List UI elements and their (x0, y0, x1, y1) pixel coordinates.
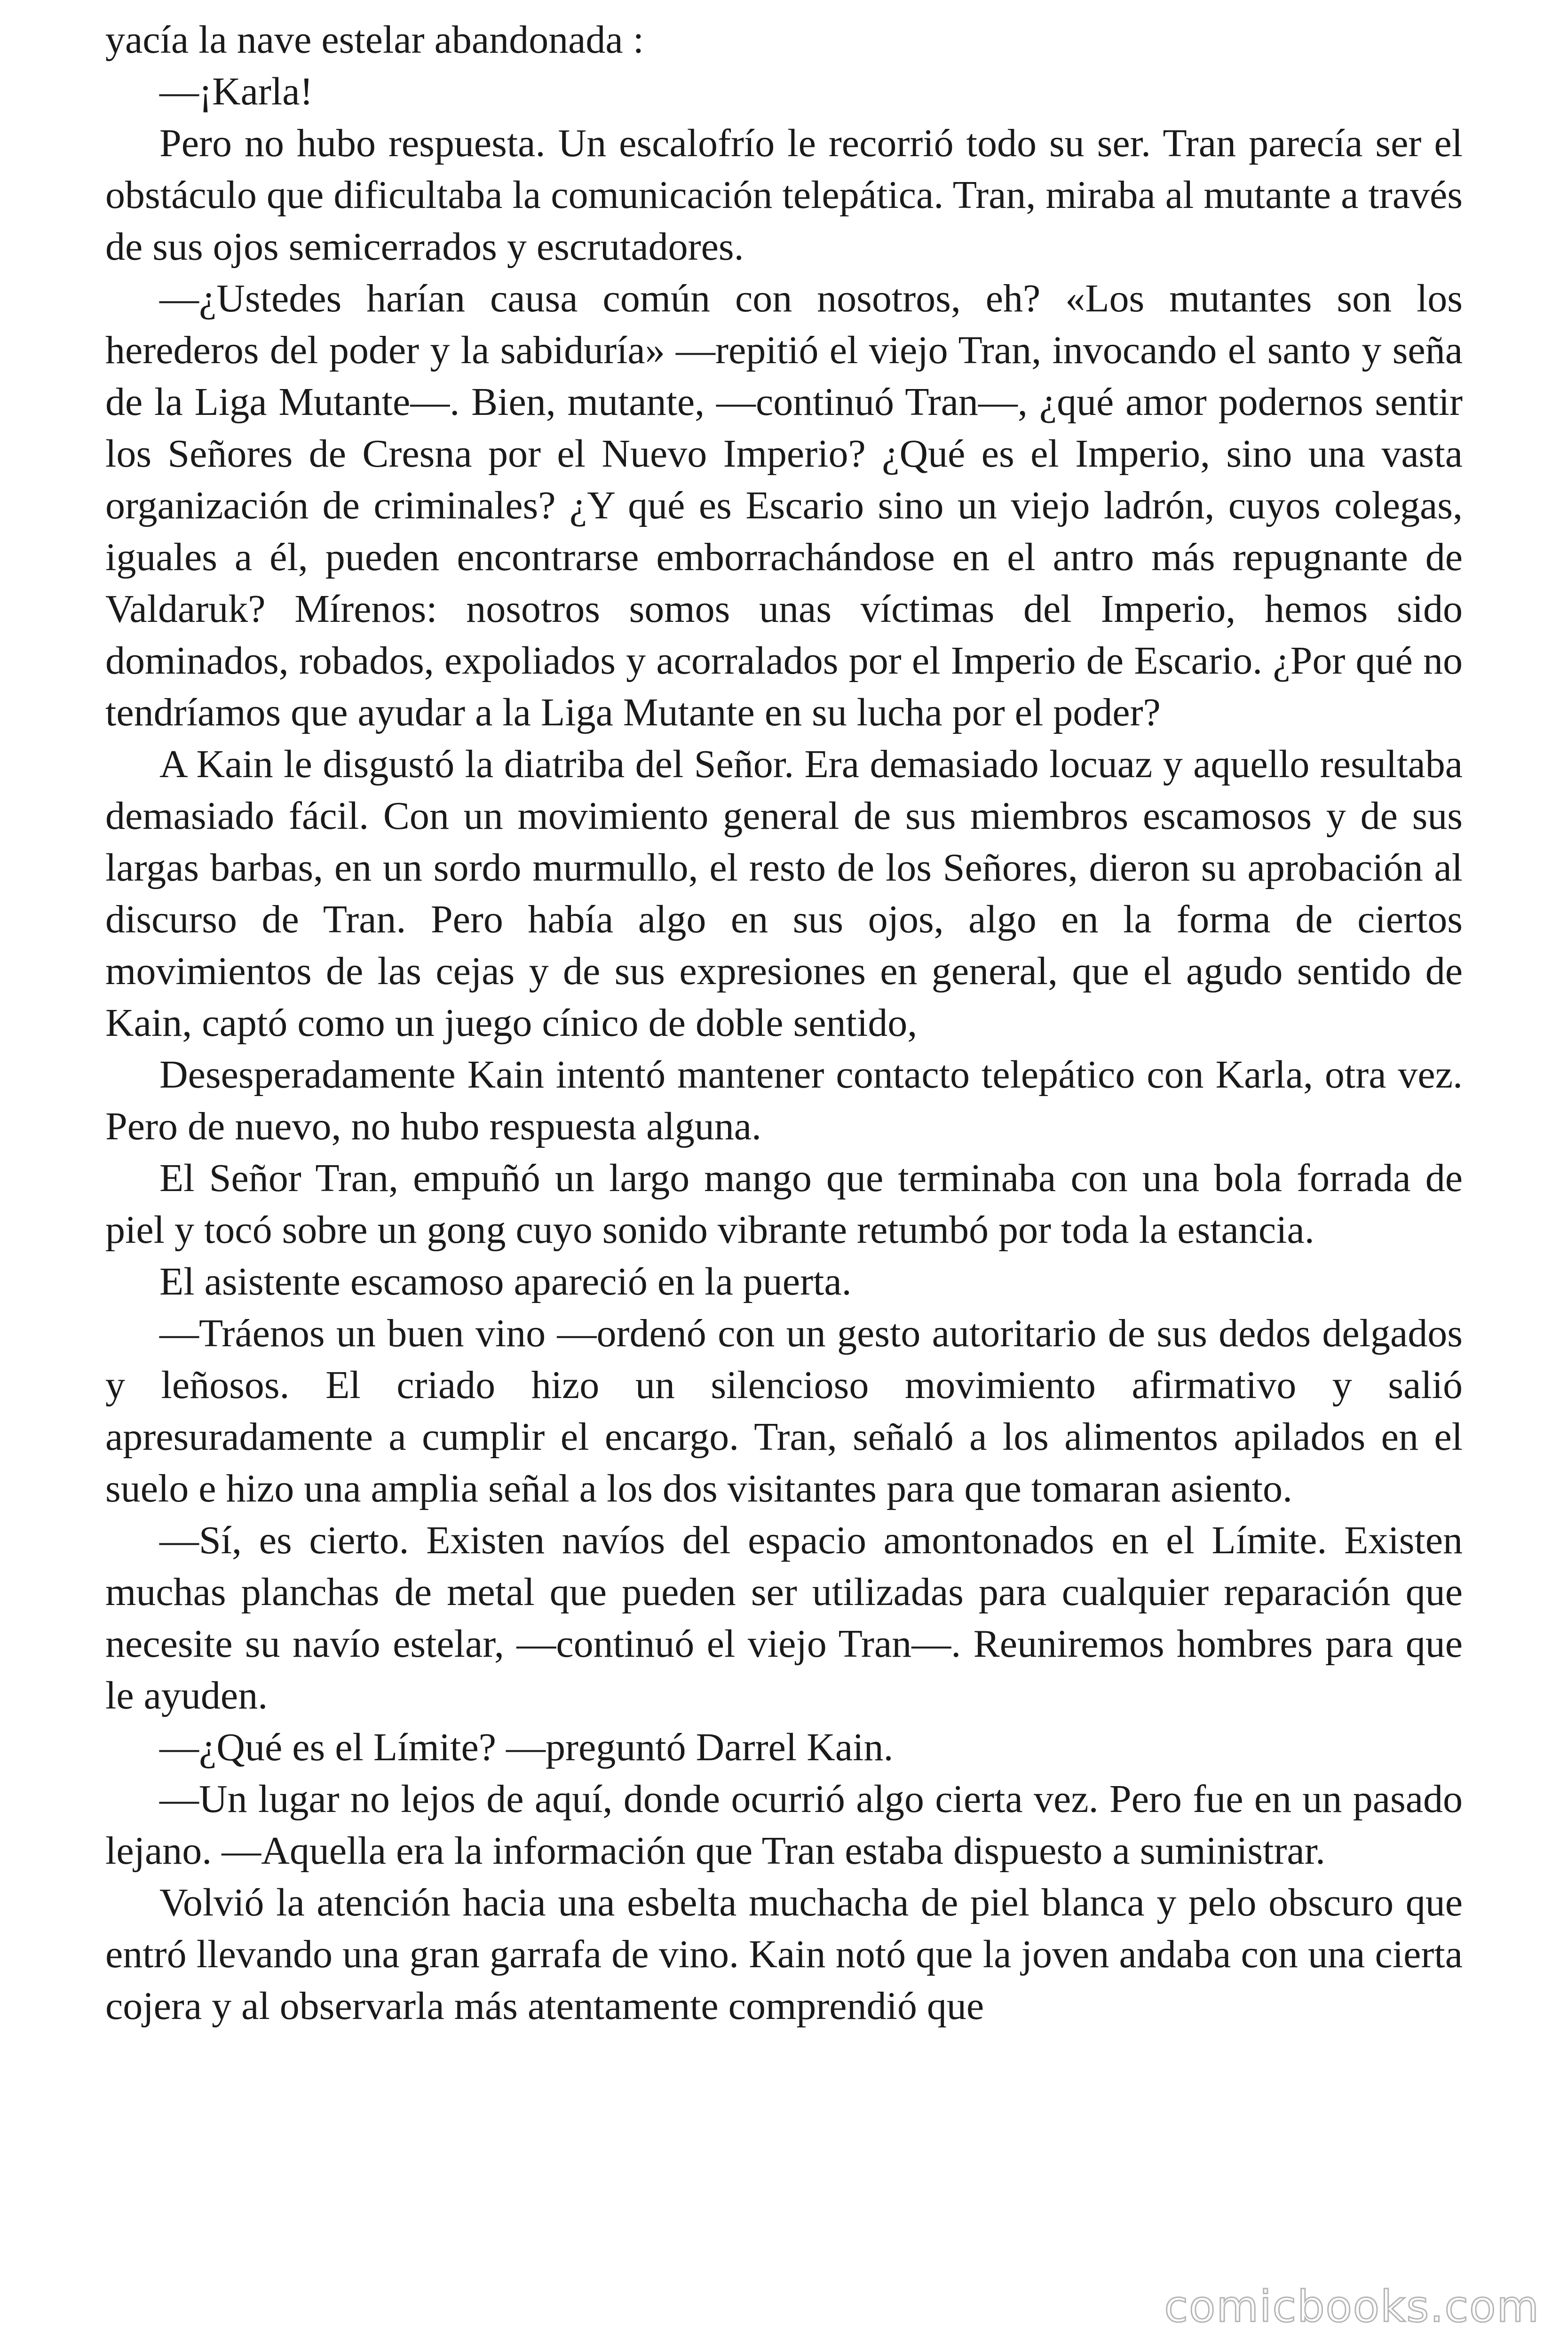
paragraph: —Tráenos un buen vino —ordenó con un gesto autoritario de sus dedos delgados y leñosos. El criado hizo un silencioso movimiento afirmativo y salió apresuradamente a cumplir el encargo. Tran, señaló a los alimentos apilados en el suelo e hizo una amplia señal a los dos visitantes para que tomaran asiento. (105, 1311, 1463, 1510)
paragraph: —Sí, es cierto. Existen navíos del espacio amontonados en el Límite. Existen muchas planchas de metal que pueden ser utilizadas para cualquier reparación que necesite su navío estelar, —continuó el viejo Tran—. Reuniremos hombres para que le ayuden. (105, 1518, 1463, 1717)
paragraph: —¿Ustedes harían causa común con nosotros, eh? «Los mutantes son los herederos del poder y la sabiduría» —repitió el viejo Tran, invocando el santo y seña de la Liga Mutante—. Bien, mutante, —continuó Tran—, ¿qué amor podernos sentir los Señores de Cresna por el Nuevo Imperio? ¿Qué es el Imperio, sino una vasta organización de criminales? ¿Y qué es Escario sino un viejo ladrón, cuyos colegas, iguales a él, pueden encontrarse emborrachándose en el antro más repugnante de Valdaruk? Mírenos: nosotros somos unas víctimas del Imperio, hemos sido dominados, robados, expoliados y acorralados por el Imperio de Escario. ¿Por qué no tendríamos que ayudar a la Liga Mutante en su lucha por el poder? (105, 277, 1463, 734)
paragraph: —¡Karla! (159, 70, 313, 113)
paragraph: El Señor Tran, empuñó un largo mango que terminaba con una bola forrada de piel y tocó sobre un gong cuyo sonido vibrante retumbó por toda la estancia. (105, 1156, 1463, 1252)
paragraph: Desesperadamente Kain intentó mantener contacto telepático con Karla, otra vez. Pero de nuevo, no hubo respuesta alguna. (105, 1053, 1463, 1148)
paragraph: yacía la nave estelar abandonada : (105, 18, 644, 62)
paragraph: A Kain le disgustó la diatriba del Señor. Era demasiado locuaz y aquello resultaba demasiado fácil. Con un movimiento general de sus miembros escamosos y de sus largas barbas, en un sordo murmullo, el resto de los Señores, dieron su aprobación al discurso de Tran. Pero había algo en sus ojos, algo en la forma de ciertos movimientos de las cejas y de sus expresiones en general, que el agudo sentido de Kain, captó como un juego cínico de doble sentido, (105, 742, 1463, 1045)
paragraph: Volvió la atención hacia una esbelta muchacha de piel blanca y pelo obscuro que entró llevando una gran garrafa de vino. Kain notó que la joven andaba con una cierta cojera y al observarla más atentamente comprendió que (105, 1881, 1463, 2028)
paragraph: El asistente escamoso apareció en la puerta. (159, 1260, 852, 1303)
page-text (105, 14, 1463, 2032)
watermark: comicbooks.com (1164, 2281, 1540, 2332)
paragraph: Pero no hubo respuesta. Un escalofrío le recorrió todo su ser. Tran parecía ser el obstáculo que dificultaba la comunicación telepática. Tran, miraba al mutante a través de sus ojos semicerrados y escrutadores. (105, 121, 1463, 269)
paragraph: —¿Qué es el Límite? —preguntó Darrel Kain. (159, 1725, 894, 1769)
paragraph: —Un lugar no lejos de aquí, donde ocurrió algo cierta vez. Pero fue en un pasado lejano. —Aquella era la información que Tran estaba dispuesto a suministrar. (105, 1777, 1463, 1873)
